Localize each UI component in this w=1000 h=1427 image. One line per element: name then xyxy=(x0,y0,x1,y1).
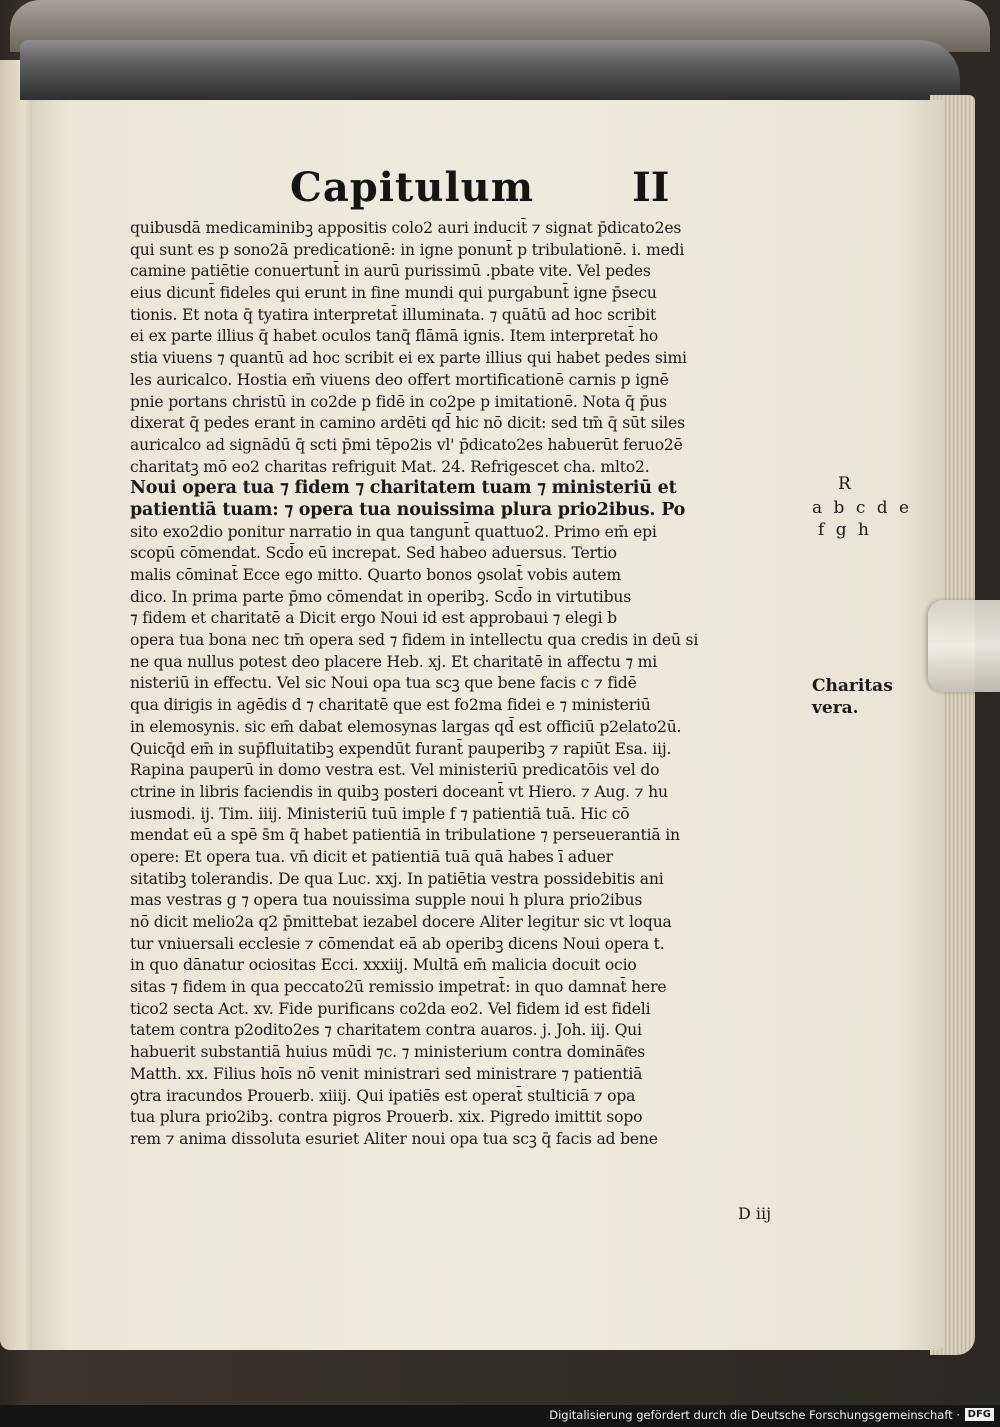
text-line: charitatꝫ mō eo2 charitas refriguit Mat. 24. Refrigescet cha. mlto2. xyxy=(130,457,650,476)
text-line: ⁊ fidem et charitatē a Dicit ergo Noui id est approbaui ⁊ elegi b xyxy=(130,609,617,628)
text-line: tionis. Et nota q̄ tyatira interpretat̄ illuminata. ⁊ quātū ad hoc scribit xyxy=(130,305,657,324)
margin-letters-row1: a b c d e xyxy=(812,498,913,518)
text-line: in elemosynis. sic em̄ dabat elemosynas largas qd̄ est officiū p2elato2ū. xyxy=(130,717,682,736)
text-line: dixerat q̄ pedes erant in camino ardēti qd̄ hic nō dicit: sed tm̄ q̄ sūt si̇les xyxy=(130,414,685,433)
text-line: malis cōminat̄ Ecce ego mitto. Quarto bonos ꝯsolat̄ vobis autem xyxy=(130,566,621,584)
text-line: ei ex parte illius q̄ habet oculos tanq̄ flāmā ignis. Item interpretat̄ ho xyxy=(130,327,659,346)
text-line: auricalco ad signādū q̄ scti p̄mi tēpo2is vl' p̄dicato2es habuerūt feruo2ē xyxy=(130,435,683,454)
chapter-numeral: II xyxy=(632,164,670,211)
text-line: Noui opera tua ⁊ fidem ⁊ charitatem tuam ⁊ ministeriū et xyxy=(130,478,677,499)
text-line: pnie portans christū in co2de p fidē in co2pe p imitationē. Nota q̄ p̄us xyxy=(130,392,667,411)
text-line: nisteriū in effectu. Vel sic Noui opa tua scꝫ que bene facis c ⁊ fidē xyxy=(130,674,637,693)
text-line: rem ⁊ anima dissoluta esuriet Aliter noui opa tua scꝫ q̄ facis ad bene xyxy=(130,1129,658,1148)
text-line: les auricalco. Hostia em̄ viuens deo offert mortificationē carnis p ignē xyxy=(130,370,669,389)
margin-vera: vera. xyxy=(812,698,859,718)
text-line: habuerit substantiā huius mūdi ⁊c. ⁊ ministerium contra domināt͂es xyxy=(130,1043,646,1062)
text-line: mas vestras g ⁊ opera tua nouissima supple noui h plura prio2ibus xyxy=(130,891,643,910)
text-line: dico. In prima parte p̄mo cōmendat in operibꝫ. Scd̄o in virtutibus xyxy=(130,587,631,606)
running-head: Capitulum xyxy=(290,164,535,211)
page-clip xyxy=(928,600,1000,692)
text-line: scopū cōmendat. Scd̄o eū increpat. Sed habeo aduersus. Tertio xyxy=(130,544,617,563)
top-page-edge xyxy=(20,40,960,100)
text-line: mendat eū a spē s̄m q̄ habet patientiā in tribulatione ⁊ perseuerantiā in xyxy=(130,826,680,845)
text-line: sitatibꝫ tolerandis. De qua Luc. xxj. In patiētia vestra possidebitis ani xyxy=(130,869,664,888)
text-line: ctrine in libris faciendis in quibꝫ posteri doceant̄ vt Hiero. ⁊ Aug. ⁊ hu xyxy=(130,782,668,801)
text-line: tur vniuersali ecclesie ⁊ cōmendat eā ab operibꝫ dicens Noui opera t. xyxy=(130,934,665,953)
margin-r-mark: R xyxy=(838,474,851,494)
text-line: camine patiētie conuertunt̄ in aurū purissimū .pbate vite. Vel pedes xyxy=(130,262,651,281)
footer-credit: Digitalisierung gefördert durch die Deutsche Forschungsgemeinschaft · xyxy=(549,1408,960,1422)
text-line: eius dicunt̄ fideles qui erunt in fine mundi qui purgabunt̄ igne p̄secu xyxy=(130,284,657,303)
margin-charitas: Charitas xyxy=(812,676,893,696)
text-line: ꝯtra iracundos Prouerb. xiiij. Qui ipatiēs est operat̄ stulticiā ⁊ opa xyxy=(130,1086,636,1105)
text-line: sitas ⁊ fidem in qua peccato2ū remissio impetrat̄: in quo damnat̄ here xyxy=(130,978,667,997)
text-line: ne qua nullus potest deo placere Heb. xj. Et charitatē in affectu ⁊ mi xyxy=(130,652,658,671)
dfg-logo: DFG xyxy=(965,1408,994,1421)
text-line: nō dicit melio2a q2 p̄mittebat iezabel docere Aliter legitur sic vt loqua xyxy=(130,913,672,931)
text-line: sito exo2dio ponitur narratio in qua tangunt̄ quattuo2. Primo em̄ epi xyxy=(130,522,657,541)
text-line: quibusdā medicaminibꝫ appositis colo2 auri inducit̄ ⁊ signat p̄dicato2es xyxy=(130,219,682,237)
text-line: tatem contra p2odito2es ⁊ charitatem contra auaros. j. Joh. iij. Qui xyxy=(130,1021,642,1040)
text-block xyxy=(130,218,810,1151)
text-line: Rapina pauperū in domo vestra est. Vel ministeriū predicatōis vel do xyxy=(130,761,660,780)
text-line: opere: Et opera tua. vn̄ dicit et patientiā tuā quā habes ī aduer xyxy=(130,847,613,866)
text-line: in quo dānatur ociositas Ecci. xxxiij. Multā em̄ malicia docuit ocio xyxy=(130,956,637,975)
text-line: iusmodi. ij. Tim. iiij. Ministeriū tuū imple f ⁊ patientiā tuā. Hic cō xyxy=(130,804,630,823)
margin-letters-row2: f g h xyxy=(818,520,872,540)
text-line: Quicq̄d em̄ in sup̄fluitatibꝫ expendūt furant̄ pauperibꝫ ⁊ rapiūt Esa. iij. xyxy=(130,739,672,758)
text-line: patientiā tuam: ⁊ opera tua nouissima plura prio2ibus. Po xyxy=(130,499,686,520)
text-line: qui sunt es p sono2ā predicationē: in igne ponunt̄ p tribulationē. i. medi xyxy=(130,240,685,259)
text-line: tico2 secta Act. xv. Fide purificans co2da eo2. Vel fidem id est fideli xyxy=(130,999,651,1018)
text-line: stia viuens ⁊ quantū ad hoc scribit ei ex parte illius qui habet pedes simi xyxy=(130,349,687,368)
text-line: qua dirigis in agēdis d ⁊ charitatē que est fo2ma fidei e ⁊ ministeriū xyxy=(130,696,651,715)
signature-mark: D iij xyxy=(738,1204,772,1223)
text-line: tua plura prio2ibꝫ. contra pigros Prouerb. xix. Pigredo imittit sopo xyxy=(130,1108,643,1127)
text-line: Matth. xx. Filius hoīs nō venit ministrari sed ministrare ⁊ patientiā xyxy=(130,1064,643,1083)
text-line: opera tua bona nec tm̄ opera sed ⁊ fidem in intellectu qua credis in deū si xyxy=(130,631,699,650)
